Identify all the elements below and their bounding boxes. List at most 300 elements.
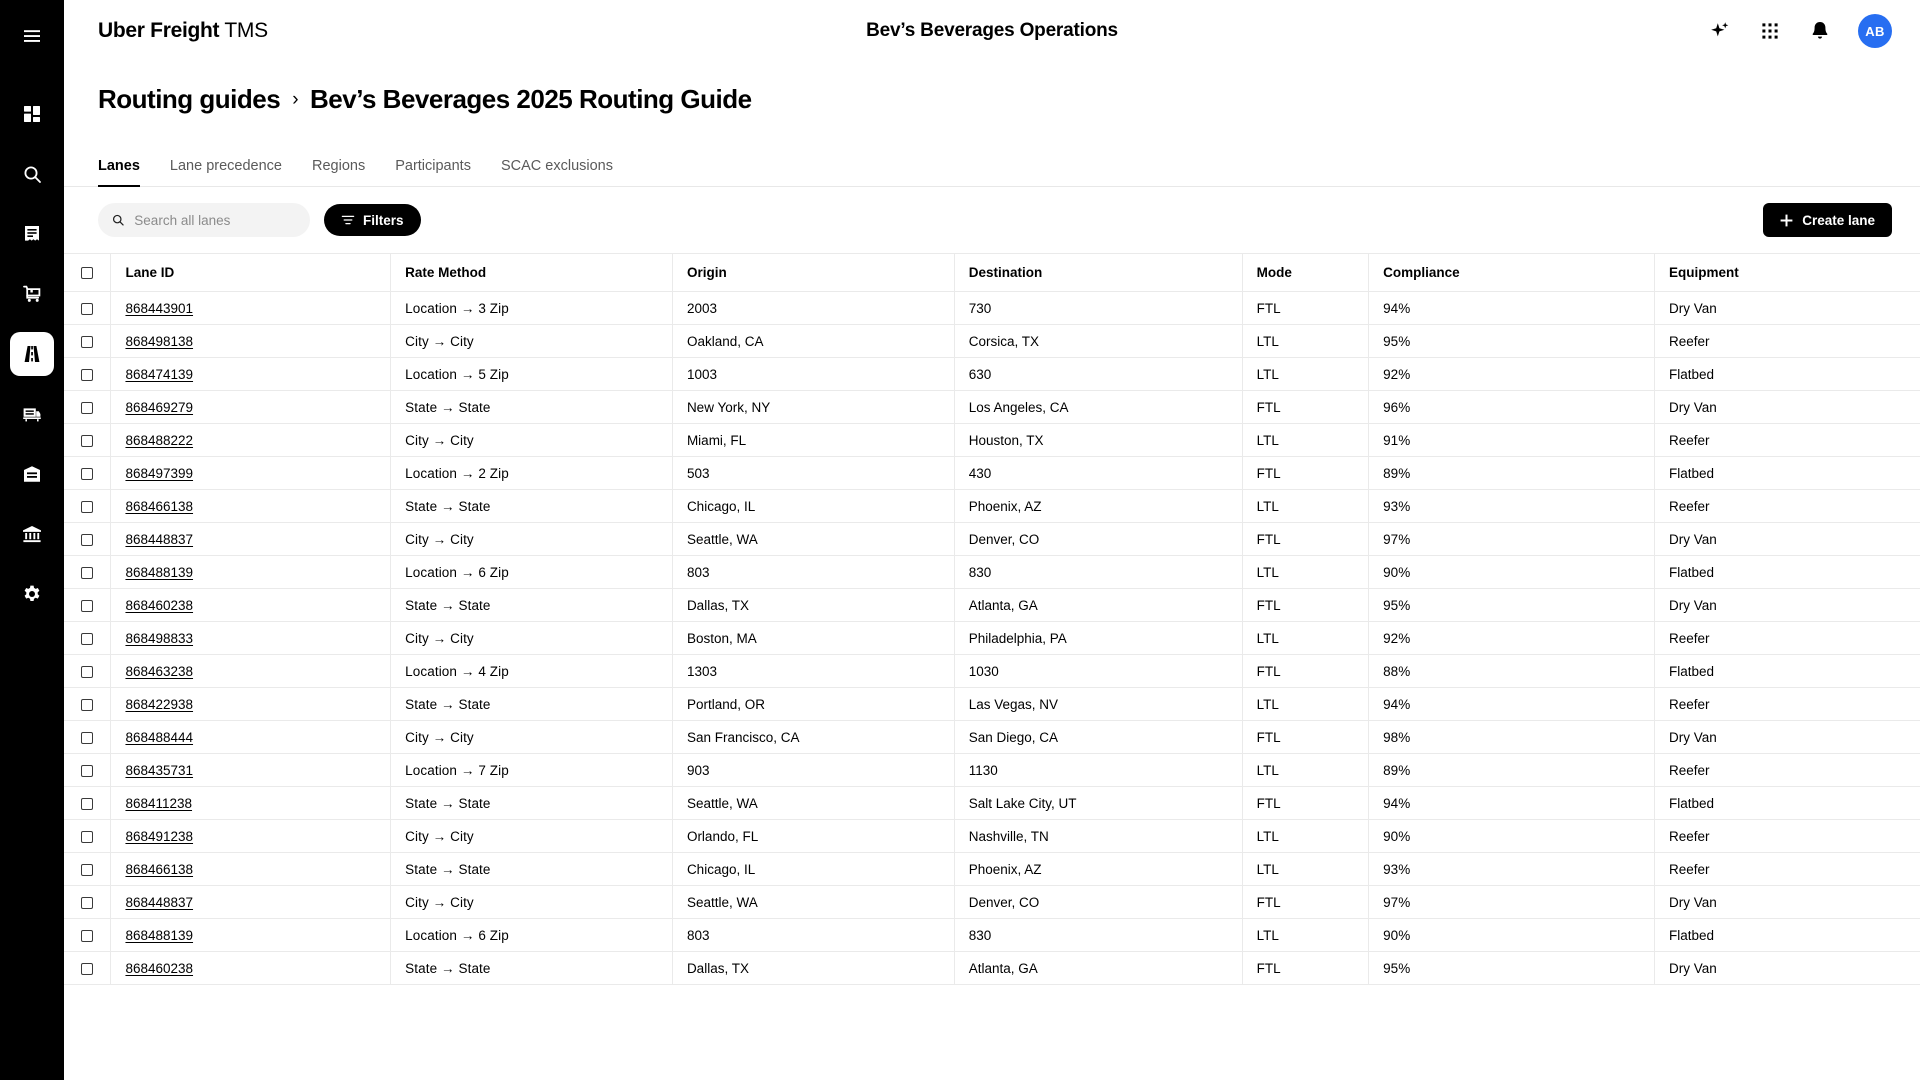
cell-lane-id[interactable] (111, 853, 391, 886)
apps-grid-button[interactable] (1758, 19, 1782, 43)
avatar[interactable]: AB (1858, 14, 1892, 48)
cell-lane-id[interactable] (111, 787, 391, 820)
cell-origin: 803 (672, 556, 954, 589)
cell-rate-method: City → City (391, 523, 673, 556)
cell-compliance: 94% (1369, 787, 1655, 820)
cell-origin: 903 (672, 754, 954, 787)
cell-lane-id[interactable] (111, 457, 391, 490)
row-select-cell (64, 820, 111, 853)
table-row[interactable] (64, 622, 1920, 655)
cell-mode: LTL (1242, 919, 1369, 952)
cell-compliance: 92% (1369, 622, 1655, 655)
filters-label: Filters (363, 212, 404, 228)
cell-compliance: 95% (1369, 325, 1655, 358)
create-lane-button[interactable] (1763, 203, 1892, 237)
cell-compliance: 91% (1369, 424, 1655, 457)
row-select-cell (64, 754, 111, 787)
select-all-checkbox[interactable] (81, 267, 93, 279)
cell-compliance: 89% (1369, 457, 1655, 490)
lane-id-link[interactable]: 868488444 (125, 729, 194, 745)
sidebar-item-orders[interactable] (10, 212, 54, 256)
cell-compliance: 93% (1369, 853, 1655, 886)
cell-compliance: 95% (1369, 589, 1655, 622)
cell-lane-id[interactable] (111, 292, 391, 325)
main-content (64, 0, 1920, 1080)
row-select-cell (64, 688, 111, 721)
row-select-cell (64, 589, 111, 622)
cell-mode: LTL (1242, 688, 1369, 721)
cell-equipment: Flatbed (1655, 655, 1920, 688)
cell-origin: New York, NY (672, 391, 954, 424)
search-field[interactable] (98, 203, 310, 237)
lane-id-link[interactable]: 868435731 (125, 762, 194, 778)
row-select-cell (64, 853, 111, 886)
cell-rate-method: City → City (391, 721, 673, 754)
cell-mode: FTL (1242, 952, 1369, 985)
cell-compliance: 93% (1369, 490, 1655, 523)
table-row[interactable] (64, 490, 1920, 523)
sidebar-item-routing-guides[interactable] (10, 332, 54, 376)
lane-id-link[interactable]: 868488139 (125, 927, 194, 943)
row-checkbox[interactable] (81, 864, 93, 876)
tab-bar (64, 145, 1920, 187)
lane-id-link[interactable]: 868498138 (125, 333, 194, 349)
cell-origin: 503 (672, 457, 954, 490)
cell-equipment: Reefer (1655, 622, 1920, 655)
row-checkbox[interactable] (81, 336, 93, 348)
page-title: Bev’s Beverages 2025 Routing Guide (310, 84, 752, 114)
column-header-lane-id[interactable]: Lane ID (111, 254, 391, 292)
cell-equipment: Reefer (1655, 754, 1920, 787)
lane-id-link[interactable]: 868443901 (125, 300, 194, 316)
row-select-cell (64, 457, 111, 490)
table-toolbar (64, 187, 1920, 253)
cell-origin: 1003 (672, 358, 954, 391)
cell-lane-id[interactable] (111, 622, 391, 655)
cell-destination: Denver, CO (954, 523, 1242, 556)
filter-icon (341, 213, 355, 227)
cell-mode: FTL (1242, 457, 1369, 490)
row-checkbox[interactable] (81, 468, 93, 480)
cell-destination: 630 (954, 358, 1242, 391)
cell-rate-method: State → State (391, 589, 673, 622)
row-select-cell (64, 358, 111, 391)
cell-compliance: 90% (1369, 820, 1655, 853)
sidebar-item-dashboard[interactable] (10, 92, 54, 136)
cell-destination: Phoenix, AZ (954, 853, 1242, 886)
cell-mode: LTL (1242, 358, 1369, 391)
brand-name: Uber Freight (98, 19, 220, 42)
cell-origin: 803 (672, 919, 954, 952)
cell-mode: FTL (1242, 523, 1369, 556)
notifications-button[interactable] (1808, 19, 1832, 43)
cell-rate-method: State → State (391, 787, 673, 820)
sparkle-icon (1709, 20, 1731, 42)
cell-destination: Phoenix, AZ (954, 490, 1242, 523)
row-checkbox[interactable] (81, 600, 93, 612)
table-header-row (64, 254, 1920, 292)
lane-id-link[interactable]: 868488222 (125, 432, 194, 448)
brand-product: TMS (224, 19, 268, 42)
cell-compliance: 96% (1369, 391, 1655, 424)
cell-mode: LTL (1242, 325, 1369, 358)
bank-icon (22, 524, 42, 544)
cell-lane-id[interactable] (111, 424, 391, 457)
column-header-rate-method[interactable]: Rate Method (391, 254, 673, 292)
cell-destination: Houston, TX (954, 424, 1242, 457)
sidebar-item-carriers[interactable] (10, 392, 54, 436)
row-select-cell (64, 886, 111, 919)
breadcrumb-parent[interactable]: Routing guides (98, 84, 281, 114)
cell-mode: LTL (1242, 424, 1369, 457)
table-row[interactable] (64, 721, 1920, 754)
sidebar-item-facilities[interactable] (10, 452, 54, 496)
cell-rate-method: State → State (391, 952, 673, 985)
lane-id-link[interactable]: 868411238 (125, 795, 193, 811)
cell-lane-id[interactable] (111, 391, 391, 424)
cell-destination: 430 (954, 457, 1242, 490)
search-icon (22, 164, 43, 185)
tab-lane-precedence[interactable]: Lane precedence (169, 158, 282, 174)
cell-lane-id[interactable] (111, 886, 391, 919)
cell-rate-method: Location → 2 Zip (391, 457, 673, 490)
row-checkbox[interactable] (81, 831, 93, 843)
lane-id-link[interactable]: 868466138 (125, 861, 194, 877)
cell-mode: FTL (1242, 391, 1369, 424)
cell-rate-method: Location → 3 Zip (391, 292, 673, 325)
cell-equipment: Reefer (1655, 820, 1920, 853)
cell-destination: Corsica, TX (954, 325, 1242, 358)
table-row[interactable] (64, 523, 1920, 556)
lane-id-link[interactable]: 868491238 (125, 828, 194, 844)
chevron-right-icon: › (292, 88, 299, 110)
column-header-compliance[interactable]: Compliance (1369, 254, 1655, 292)
table-row[interactable] (64, 754, 1920, 787)
cell-lane-id[interactable] (111, 325, 391, 358)
cell-origin: 2003 (672, 292, 954, 325)
cell-compliance: 95% (1369, 952, 1655, 985)
road-icon (22, 344, 42, 364)
cell-origin: Dallas, TX (672, 589, 954, 622)
cell-destination: Atlanta, GA (954, 952, 1242, 985)
row-checkbox[interactable] (81, 765, 93, 777)
cell-lane-id[interactable] (111, 358, 391, 391)
row-checkbox[interactable] (81, 369, 93, 381)
table-row[interactable] (64, 424, 1920, 457)
row-checkbox[interactable] (81, 567, 93, 579)
cell-rate-method: Location → 6 Zip (391, 919, 673, 952)
cell-origin: 1303 (672, 655, 954, 688)
table-row[interactable] (64, 787, 1920, 820)
cell-destination: 1130 (954, 754, 1242, 787)
row-select-cell (64, 622, 111, 655)
cell-equipment: Flatbed (1655, 787, 1920, 820)
row-select-cell (64, 952, 111, 985)
cell-rate-method: Location → 7 Zip (391, 754, 673, 787)
bell-icon (1810, 20, 1830, 42)
tab-participants[interactable]: Participants (395, 158, 471, 174)
cell-origin: Seattle, WA (672, 787, 954, 820)
cell-mode: FTL (1242, 886, 1369, 919)
lane-id-link[interactable]: 868460238 (125, 960, 194, 976)
cell-equipment: Dry Van (1655, 721, 1920, 754)
cell-lane-id[interactable] (111, 589, 391, 622)
cell-mode: LTL (1242, 754, 1369, 787)
lane-id-link[interactable]: 868422938 (125, 696, 194, 712)
row-select-cell (64, 919, 111, 952)
cell-origin: Chicago, IL (672, 853, 954, 886)
table-row[interactable] (64, 589, 1920, 622)
table-row[interactable] (64, 919, 1920, 952)
row-select-cell (64, 391, 111, 424)
sidebar-item-shipments[interactable] (10, 272, 54, 316)
table-row[interactable] (64, 853, 1920, 886)
top-bar-actions (1708, 14, 1892, 48)
cell-equipment: Flatbed (1655, 358, 1920, 391)
row-checkbox[interactable] (81, 666, 93, 678)
cell-equipment: Reefer (1655, 325, 1920, 358)
row-select-cell (64, 721, 111, 754)
cell-destination: Las Vegas, NV (954, 688, 1242, 721)
facility-icon (22, 464, 42, 484)
row-checkbox[interactable] (81, 963, 93, 975)
cell-destination: 830 (954, 556, 1242, 589)
settings-icon (22, 584, 42, 604)
apps-grid-icon (1760, 21, 1780, 41)
cell-mode: FTL (1242, 589, 1369, 622)
cell-mode: LTL (1242, 853, 1369, 886)
row-select-cell (64, 655, 111, 688)
table-row[interactable] (64, 457, 1920, 490)
cell-destination: 830 (954, 919, 1242, 952)
table-header (64, 254, 1920, 292)
row-checkbox[interactable] (81, 534, 93, 546)
truck-icon (22, 404, 42, 424)
cell-mode: LTL (1242, 556, 1369, 589)
cell-rate-method: City → City (391, 325, 673, 358)
cell-compliance: 94% (1369, 688, 1655, 721)
row-checkbox[interactable] (81, 633, 93, 645)
cell-lane-id[interactable] (111, 820, 391, 853)
table-row[interactable] (64, 820, 1920, 853)
breadcrumb (64, 62, 1920, 115)
cell-equipment: Reefer (1655, 424, 1920, 457)
cell-destination: Salt Lake City, UT (954, 787, 1242, 820)
column-header-equipment[interactable]: Equipment (1655, 254, 1920, 292)
sidebar-item-settings[interactable] (10, 572, 54, 616)
row-checkbox[interactable] (81, 303, 93, 315)
filters-button[interactable] (324, 204, 421, 236)
cell-destination: 1030 (954, 655, 1242, 688)
cell-origin: Boston, MA (672, 622, 954, 655)
lane-id-link[interactable]: 868469279 (125, 399, 194, 415)
lane-id-link[interactable]: 868498833 (125, 630, 194, 646)
cell-compliance: 90% (1369, 556, 1655, 589)
search-icon (112, 213, 124, 227)
table-row[interactable] (64, 556, 1920, 589)
cell-origin: Portland, OR (672, 688, 954, 721)
row-select-cell (64, 424, 111, 457)
cell-compliance: 97% (1369, 886, 1655, 919)
cell-equipment: Flatbed (1655, 919, 1920, 952)
table-body (64, 292, 1920, 985)
search-input[interactable] (134, 213, 296, 228)
cell-lane-id[interactable] (111, 490, 391, 523)
cell-origin: Dallas, TX (672, 952, 954, 985)
lanes-table (64, 253, 1920, 985)
cell-origin: Seattle, WA (672, 886, 954, 919)
cell-equipment: Reefer (1655, 490, 1920, 523)
table-row[interactable] (64, 292, 1920, 325)
cell-mode: LTL (1242, 490, 1369, 523)
cell-origin: San Francisco, CA (672, 721, 954, 754)
cell-lane-id[interactable] (111, 721, 391, 754)
cell-mode: FTL (1242, 721, 1369, 754)
menu-icon (22, 26, 42, 46)
cell-equipment: Dry Van (1655, 292, 1920, 325)
lane-id-link[interactable]: 868466138 (125, 498, 194, 514)
cell-compliance: 94% (1369, 292, 1655, 325)
cell-equipment: Dry Van (1655, 886, 1920, 919)
table-row[interactable] (64, 655, 1920, 688)
table-row[interactable] (64, 325, 1920, 358)
sidebar-item-search[interactable] (10, 152, 54, 196)
cell-destination: Philadelphia, PA (954, 622, 1242, 655)
cell-rate-method: Location → 6 Zip (391, 556, 673, 589)
cell-rate-method: Location → 5 Zip (391, 358, 673, 391)
cell-lane-id[interactable] (111, 919, 391, 952)
row-checkbox[interactable] (81, 402, 93, 414)
cell-equipment: Flatbed (1655, 457, 1920, 490)
lane-id-link[interactable]: 868474139 (125, 366, 194, 382)
cell-mode: FTL (1242, 787, 1369, 820)
sidebar-item-menu[interactable] (10, 14, 54, 58)
cell-compliance: 90% (1369, 919, 1655, 952)
row-select-cell (64, 556, 111, 589)
cell-lane-id[interactable] (111, 952, 391, 985)
select-all-header (64, 254, 111, 292)
cell-rate-method: State → State (391, 853, 673, 886)
lane-id-link[interactable]: 868488139 (125, 564, 194, 580)
cell-compliance: 89% (1369, 754, 1655, 787)
brand-logo[interactable] (98, 19, 268, 43)
top-bar (64, 0, 1920, 62)
table-row[interactable] (64, 391, 1920, 424)
dashboard-icon (22, 104, 42, 124)
table-row[interactable] (64, 358, 1920, 391)
cell-lane-id[interactable] (111, 556, 391, 589)
org-title: Bev’s Beverages Operations (866, 20, 1118, 41)
cell-rate-method: City → City (391, 424, 673, 457)
cell-compliance: 98% (1369, 721, 1655, 754)
cell-origin: Chicago, IL (672, 490, 954, 523)
cell-equipment: Dry Van (1655, 589, 1920, 622)
cell-origin: Oakland, CA (672, 325, 954, 358)
row-select-cell (64, 523, 111, 556)
cell-destination: 730 (954, 292, 1242, 325)
cell-mode: FTL (1242, 292, 1369, 325)
cell-equipment: Reefer (1655, 853, 1920, 886)
cell-destination: Atlanta, GA (954, 589, 1242, 622)
sparkle-button[interactable] (1708, 19, 1732, 43)
sidebar (0, 0, 64, 1080)
row-checkbox[interactable] (81, 798, 93, 810)
column-header-origin[interactable]: Origin (672, 254, 954, 292)
cell-destination: Nashville, TN (954, 820, 1242, 853)
cell-destination: Los Angeles, CA (954, 391, 1242, 424)
cell-rate-method: State → State (391, 490, 673, 523)
column-header-destination[interactable]: Destination (954, 254, 1242, 292)
row-checkbox[interactable] (81, 699, 93, 711)
cell-mode: LTL (1242, 820, 1369, 853)
cell-equipment: Dry Van (1655, 952, 1920, 985)
cell-rate-method: City → City (391, 886, 673, 919)
plus-icon (1780, 214, 1793, 227)
lane-id-link[interactable]: 868497399 (125, 465, 194, 481)
create-lane-label: Create lane (1802, 212, 1875, 228)
lanes-table-container (64, 253, 1920, 985)
cell-destination: Denver, CO (954, 886, 1242, 919)
cell-rate-method: Location → 4 Zip (391, 655, 673, 688)
tab-regions[interactable]: Regions (312, 158, 366, 174)
row-checkbox[interactable] (81, 897, 93, 909)
cell-rate-method: State → State (391, 391, 673, 424)
cell-mode: FTL (1242, 655, 1369, 688)
cell-lane-id[interactable] (111, 688, 391, 721)
cell-equipment: Flatbed (1655, 556, 1920, 589)
lane-id-link[interactable]: 868448837 (125, 531, 194, 547)
cell-compliance: 88% (1369, 655, 1655, 688)
row-select-cell (64, 292, 111, 325)
cell-lane-id[interactable] (111, 655, 391, 688)
tab-lanes[interactable]: Lanes (98, 158, 155, 186)
row-select-cell (64, 490, 111, 523)
lane-id-link[interactable]: 868448837 (125, 894, 194, 910)
cell-equipment: Dry Van (1655, 391, 1920, 424)
cell-rate-method: State → State (391, 688, 673, 721)
row-select-cell (64, 325, 111, 358)
cell-origin: Miami, FL (672, 424, 954, 457)
cell-origin: Orlando, FL (672, 820, 954, 853)
table-row[interactable] (64, 886, 1920, 919)
cell-lane-id[interactable] (111, 754, 391, 787)
cell-rate-method: City → City (391, 820, 673, 853)
row-checkbox[interactable] (81, 501, 93, 513)
cell-mode: LTL (1242, 622, 1369, 655)
cell-lane-id[interactable] (111, 523, 391, 556)
cell-destination: San Diego, CA (954, 721, 1242, 754)
cell-origin: Seattle, WA (672, 523, 954, 556)
row-checkbox[interactable] (81, 732, 93, 744)
row-checkbox[interactable] (81, 930, 93, 942)
shipments-icon (22, 284, 42, 304)
cell-equipment: Reefer (1655, 688, 1920, 721)
tab-scac-exclusions[interactable]: SCAC exclusions (500, 158, 613, 174)
cell-compliance: 92% (1369, 358, 1655, 391)
cell-equipment: Dry Van (1655, 523, 1920, 556)
row-checkbox[interactable] (81, 435, 93, 447)
table-row[interactable] (64, 952, 1920, 985)
orders-icon (22, 224, 42, 244)
sidebar-item-billing[interactable] (10, 512, 54, 556)
column-header-mode[interactable]: Mode (1242, 254, 1369, 292)
cell-compliance: 97% (1369, 523, 1655, 556)
cell-rate-method: City → City (391, 622, 673, 655)
row-select-cell (64, 787, 111, 820)
lane-id-link[interactable]: 868463238 (125, 663, 194, 679)
lane-id-link[interactable]: 868460238 (125, 597, 194, 613)
table-row[interactable] (64, 688, 1920, 721)
